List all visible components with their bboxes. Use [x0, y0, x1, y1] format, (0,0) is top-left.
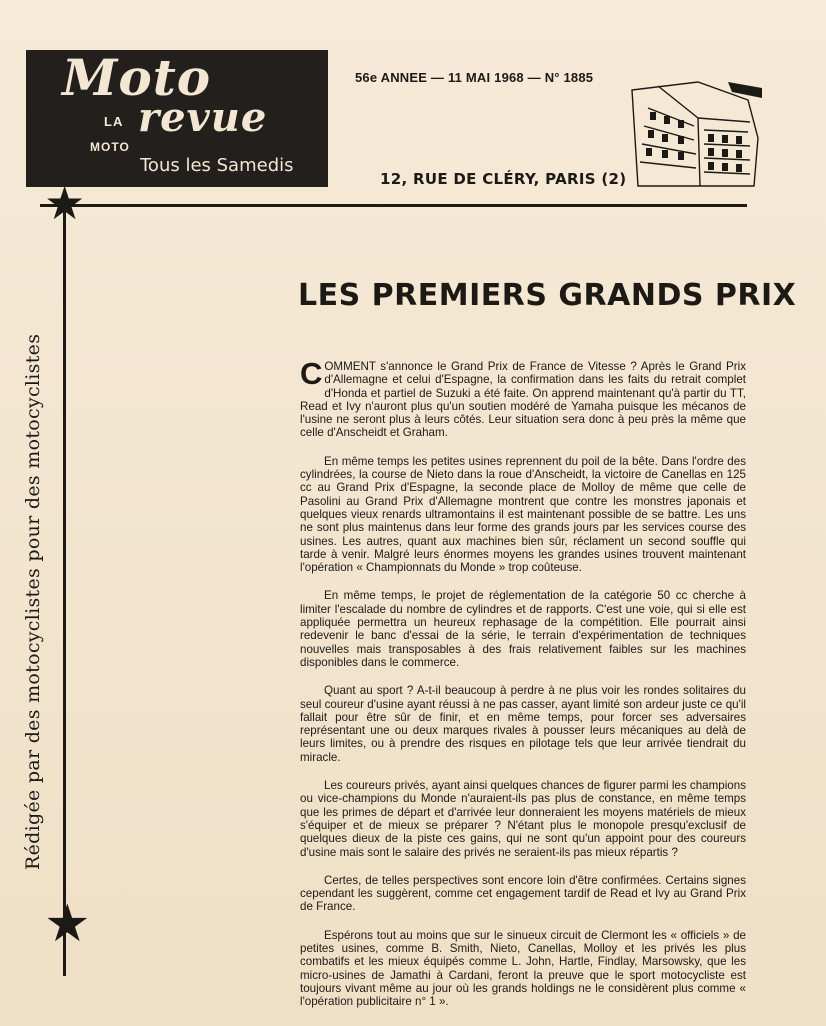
article-paragraph: Les coureurs privés, ayant ainsi quelques chances de figurer parmi les champions ou vice-champions du Monde n'auraient-ils pas plus de constance, en même temps que les primes de départ et d'arrivée leur donneraient les moyens matériels de mieux s'équiper et de mieux se préparer ? N'étant plus le monopole presqu'exclusif de quelques dieux de la piste ces gains, qui ne sont qu'un appoint pour des coureurs d'usine mais sont le salaire des privés ne seraient-ils pas mieux répartis ?: [300, 779, 746, 859]
building-illustration-icon: [628, 78, 762, 188]
article-paragraph: Certes, de telles perspectives sont encore loin d'être confirmées. Certains signes cependant les suggèrent, comme cet engagement tardif de Read et Ivy au Grand Prix de France.: [300, 873, 746, 914]
article-paragraph: Espérons tout au moins que sur le sinueux circuit de Clermont les « officiels » de petites usines, comme B. Smith, Nieto, Canellas, Molloy et les privés les plus combatifs et les mieux équipés comme L. John, Hartle, Findlay, Marsowsky, que les micro-usines de Jamathi à Cardani, feront la preuve que le sport motocycliste est toujours vivant même au jour où les grands holdings ne le considèrent plus comme « l'opération publicitaire n° 1 ».: [300, 928, 746, 1009]
logo-la-text: LA: [104, 114, 124, 129]
paragraph-text: OMMENT s'annonce le Grand Prix de France de Vitesse ? Après le Grand Prix d'Allemagne et celui d'Espagne, la confirmation dans les faits du retrait complet d'Honda et partiel de Suzuki a été faite. On apprend maintenant qu'à partir du TT, Read et Ivy n'auront plus qu'un soutien modéré de Yamaha puisque les mécanos de l'usine ne seront plus à leurs côtés. Leur situation sera donc à peu près la même que celle d'Anscheidt et Graham.: [300, 360, 746, 440]
star-top-icon: ★: [44, 177, 86, 229]
article-paragraph: [300, 356, 746, 440]
header-rule: [40, 204, 747, 207]
address-line: 12, RUE DE CLÉRY, PARIS (2): [380, 170, 627, 188]
article-paragraph: Quant au sport ? A-t-il beaucoup à perdre à ne plus voir les rondes solitaires du seul coureur d'usine ayant réussi à ne pas casser, ayant limité son ardeur juste ce qu'il fallait pour être sûr de finir, et en même temps, pour forcer ses adversaires représentant une ou deux marques rivales à pousser leurs mécaniques au delà de leurs limites, ou à prendre des risques en pilotage tels que leur arrivée tiendrait du miracle.: [300, 684, 746, 764]
logo-tagline: Tous les Samedis: [140, 155, 294, 176]
article-body: [300, 356, 746, 1023]
article-paragraph: En même temps, le projet de réglementation de la catégorie 50 cc cherche à limiter l'escalade du nombre de cylindres et de rapports. C'est une voie, qui si elle est appliquée permettra un heureux rephasage de la compétition. Elle pourrait ainsi redevenir le banc d'essai de la série, le terrain d'expérimentation de techniques nouvelles mais transposables à des frais relativement faibles sur les machines disponibles dans le commerce.: [300, 589, 746, 669]
article-paragraph: En même temps les petites usines reprennent du poil de la bête. Dans l'ordre des cylindrées, la course de Nieto dans la roue d'Anscheidt, la victoire de Canellas en 125 cc au Grand Prix d'Espagne, la seconde place de Molloy de même que celle de Pasolini au Grand Prix d'Allemagne montrent que contre les monstres japonais et quelques vieux renards ultramontains il est maintenant possible de se battre. Les uns ne sont plus maintenus dans leur forme des grands jours par les services course des usines. Les autres, quant aux machines bien sûr, réclament un second souffle qui tarde à venir. Malgré leurs énormes moyens les grandes usines trouvent maintenant l'opération « Championnats du Monde » trop coûteuse.: [300, 454, 746, 575]
vertical-slogan: Rédigée par des motocyclistes pour des motocyclistes: [22, 333, 44, 870]
vertical-rule: [63, 206, 66, 976]
star-bottom-icon: ★: [44, 895, 91, 953]
logo-moto-small-text: MOTO: [90, 140, 130, 154]
logo-revue-text: revue: [138, 94, 268, 141]
article-title: LES PREMIERS GRANDS PRIX: [298, 278, 797, 313]
dropcap: C: [300, 356, 323, 391]
issue-line: 56e ANNEE — 11 MAI 1968 — N° 1885: [355, 70, 594, 85]
logo-moto-text: Moto: [62, 48, 212, 107]
